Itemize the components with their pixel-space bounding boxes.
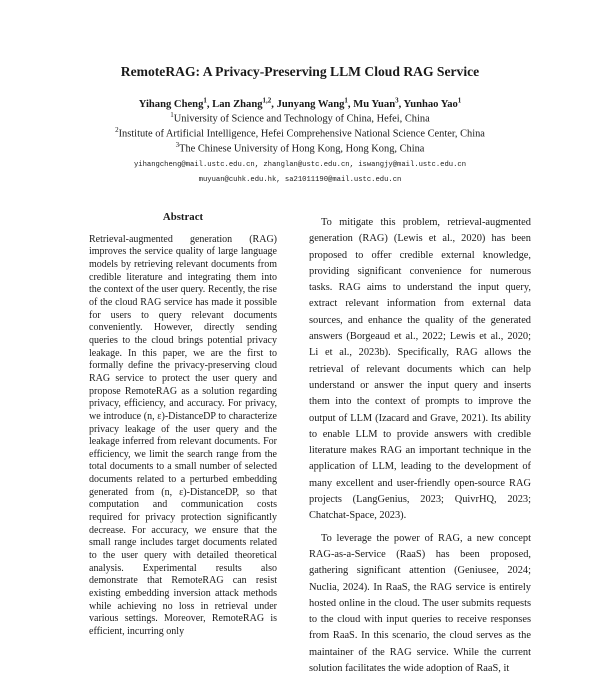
author: Junyang Wang$^1$, [276,96,354,110]
author: Yunhao Yao$^1$ [403,96,462,110]
affiliation: $^2$Institute of Artificial Intelligence, Hefei Comprehensive National Science Center, China [115,126,485,140]
body-paragraph: To mitigate this problem, retrieval-augmented generation (RAG) (Lewis et al., 2020) has been proposed to offer credible external knowledge, providing significant convenience for numerous tasks. RAG aims to understand the input query, extract relevant information from external data sources, and enhance the quality of the generated answers (Borgeaud et al., 2022; Lewis et al., 2020; Li et al., 2023b). Specifically, RAG allows the retrieval of relevant documents which can help understand or answer the input query and inserts them into the context of prompts to improve the output of LLM (Izacard and Grave, 2021). Its ability to enable LLM to provide answers with credible literature makes RAG an important technique in the application of LLM, leading to the development of many excellent and user-friendly open-source RAG projects (LangGenius, 2023; QuivrHQ, 2023; Chatchat-Space, 2023). [309,217,531,522]
author: Lan Zhang$^{1,2}$, [212,96,277,110]
affiliation: $^1$University of Science and Technology of China, Hefei, China [170,111,430,125]
author-list [0,96,600,110]
email-line: yihangcheng@mail.ustc.edu.cn, zhanglan@ustc.edu.cn, iswangjy@mail.ustc.edu.cn [133,161,467,169]
abstract-heading: Abstract [162,211,204,223]
abstract-text: Retrieval-augmented generation (RAG) improves the service quality of large language models by retrieving relevant documents from credible literature and integrating them into the context of the user query. Recently, the rise of the cloud RAG service has made it possible for users to query relevant documents conveniently. However, directly sending queries to the cloud brings potential privacy leakage. In this paper, we are the first to formally define the privacy-preserving cloud RAG service to protect the user query and propose RemoteRAG as a solution regarding privacy, efficiency, and accuracy. For privacy, we introduce (n, ε)-DistanceDP to characterize privacy leakage of the user query and the leakage inferred from relevant documents. For efficiency, we limit the search range from the total documents to a small number of selected documents related to a perturbed embedding generated from (n, ε)-DistanceDP, so that computation and communication costs required for privacy protection significantly decrease. For accuracy, we ensure that the small range includes target documents related to the user query with detailed theoretical analysis. Experimental results also demonstrate that RemoteRAG can resist existing embedding inversion attack methods while achieving no loss in retrieval under various settings. Moreover, RemoteRAG is efficient, incurring only [89,233,277,637]
email-line: muyuan@cuhk.edu.hk, sa21011190@mail.ustc.edu.cn [198,176,402,184]
affiliation: $^3$The Chinese University of Hong Kong, Hong Kong, China [175,141,425,155]
author: Mu Yuan$^3$, [353,96,404,110]
body-column [309,215,531,683]
body-paragraph: To leverage the power of RAG, a new concept RAG-as-a-Service (RaaS) has been proposed, gathering significant attention (Geniusee, 2024; Nuclia, 2024). In RaaS, the RAG service is entirely hosted online in the cloud. The user submits requests to the cloud with input queries to receive responses from RaaS. In this scenario, the cloud serves as the maintainer of the RAG service. While the current solution facilitates the wide adoption of RaaS, it [309,532,531,675]
abstract-column [89,211,277,639]
paper-title: RemoteRAG: A Privacy-Preserving LLM Cloud RAG Service [120,64,480,79]
author: Yihang Cheng$^1$, [138,96,213,110]
